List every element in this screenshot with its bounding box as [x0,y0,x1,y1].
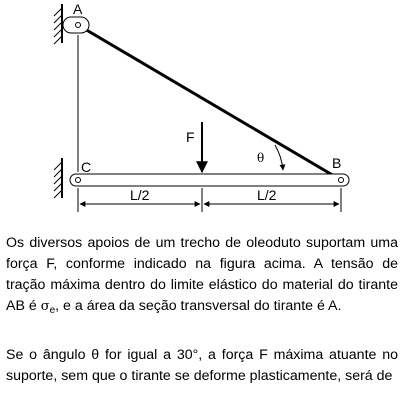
label-force: F [186,129,195,145]
wall-support-top [54,4,62,44]
question-paragraph-1 [6,233,398,321]
label-dim-right: L/2 [257,187,277,203]
pin-a [63,17,89,33]
label-dim-left: L/2 [130,187,150,203]
angle-arc [275,145,283,170]
label-a: A [73,1,83,17]
question-text-1b: , e a área da seção transversal do tirante é A. [55,298,342,314]
label-c: C [81,159,92,175]
question-text-1a: Os diversos apoios de um trecho de oleoduto suportam uma força F, conforme indicado na figura acima. A tensão de tração máxima dentro do limite elástico do material do tirante AB é [6,235,398,314]
label-angle: θ [257,151,265,165]
beam-cb [70,174,349,186]
sigma-subscript: e [49,305,56,316]
sigma-symbol: σ [40,299,50,314]
tie-rod-ab [78,25,341,180]
label-b: B [332,155,342,171]
wall-support-bottom [54,158,62,198]
question-paragraph-2: Se o ângulo θ for igual a 30°, a força F máxima atuante no suporte, sem que o tirante se deforme plasticamente, será de [6,347,398,384]
dimension-lines [78,188,341,212]
